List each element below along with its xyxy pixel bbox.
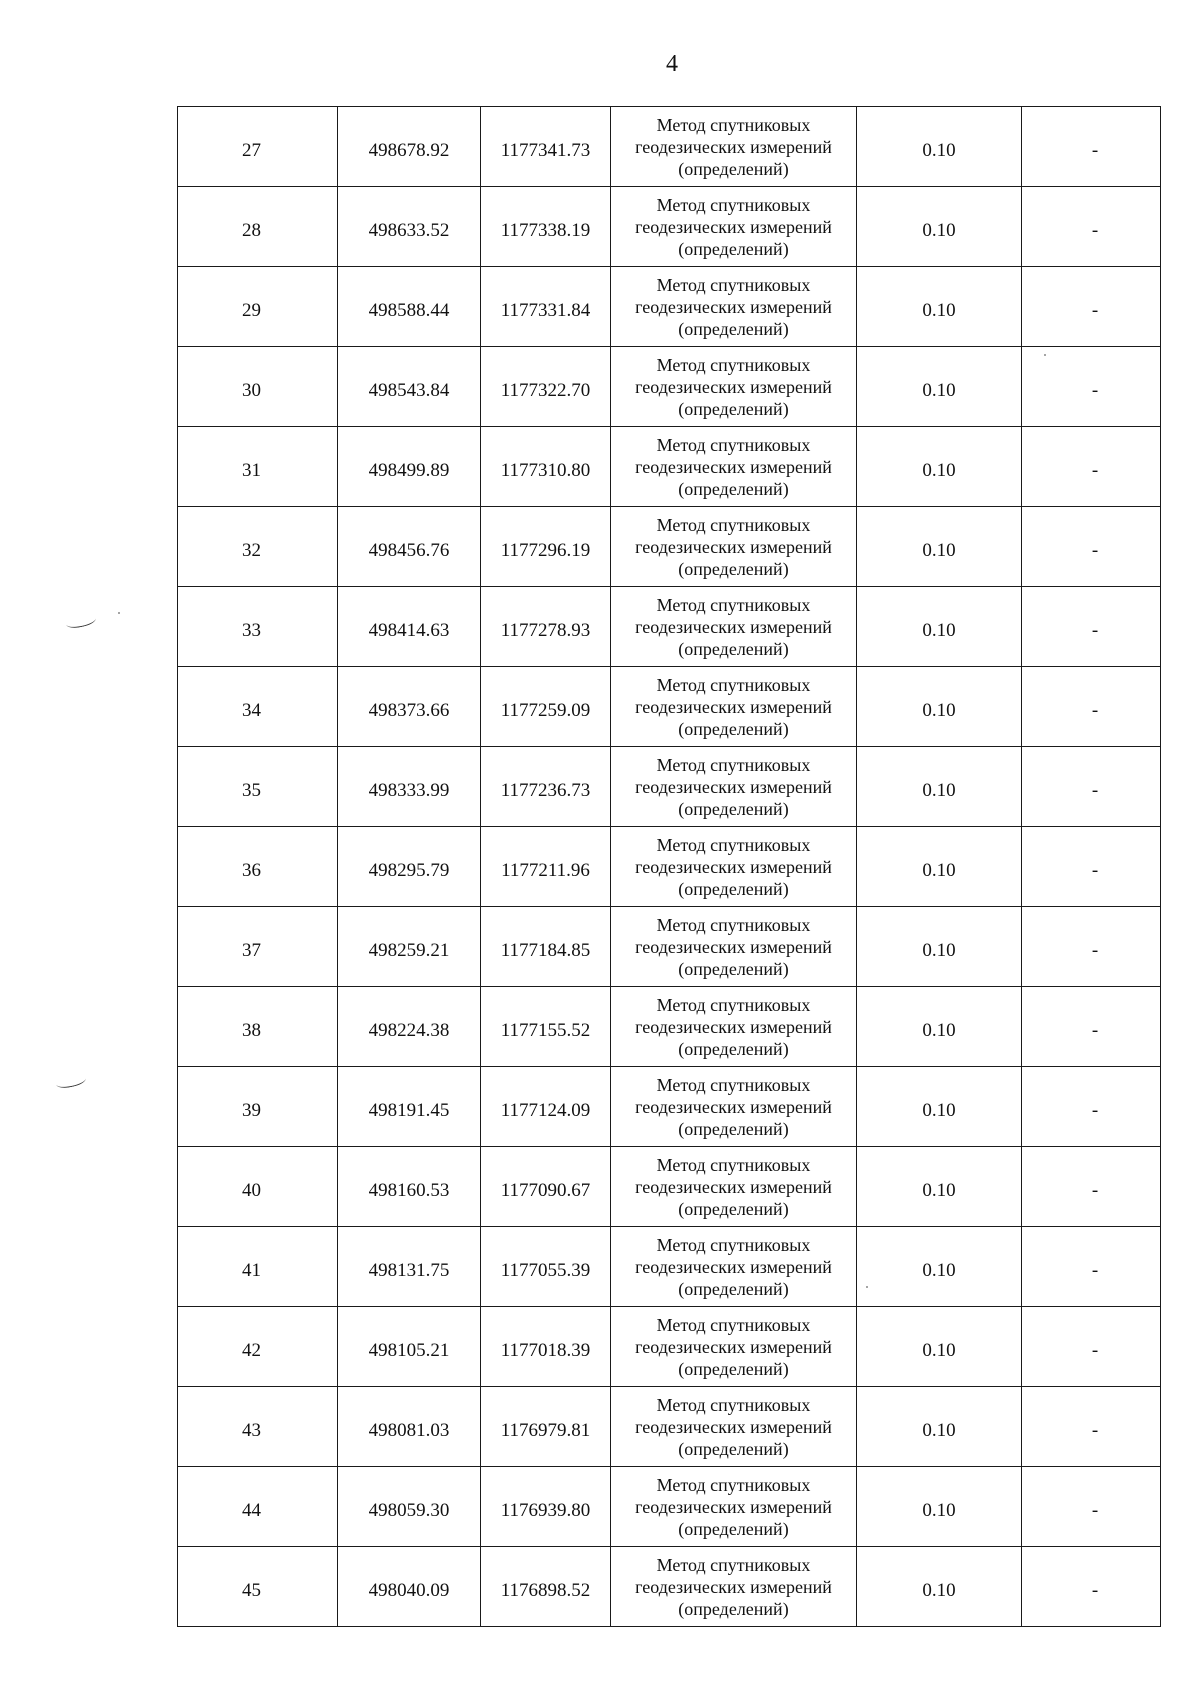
y-coordinate-cell: 1177184.85 bbox=[481, 907, 611, 987]
method-cell bbox=[611, 347, 857, 427]
method-text-line: геодезических измерений bbox=[635, 1576, 832, 1597]
method-text-line: Метод спутниковых bbox=[656, 1554, 811, 1575]
method-text-line: геодезических измерений bbox=[635, 296, 832, 317]
point-number-cell: 35 bbox=[178, 747, 338, 827]
accuracy-cell: 0.10 bbox=[857, 187, 1022, 267]
method-cell bbox=[611, 587, 857, 667]
method-cell bbox=[611, 827, 857, 907]
method-cell bbox=[611, 987, 857, 1067]
y-coordinate-cell: 1177236.73 bbox=[481, 747, 611, 827]
accuracy-cell: 0.10 bbox=[857, 827, 1022, 907]
point-number-cell: 34 bbox=[178, 667, 338, 747]
x-coordinate-cell: 498105.21 bbox=[338, 1307, 481, 1387]
method-text-line: Метод спутниковых bbox=[656, 514, 811, 535]
x-coordinate-cell: 498160.53 bbox=[338, 1147, 481, 1227]
y-coordinate-cell: 1177322.70 bbox=[481, 347, 611, 427]
x-coordinate-cell: 498295.79 bbox=[338, 827, 481, 907]
table-row bbox=[178, 1547, 1161, 1627]
x-coordinate-cell: 498543.84 bbox=[338, 347, 481, 427]
description-cell: - bbox=[1022, 1147, 1161, 1227]
method-text-line: Метод спутниковых bbox=[656, 194, 811, 215]
method-cell bbox=[611, 107, 857, 187]
y-coordinate-cell: 1177331.84 bbox=[481, 267, 611, 347]
table-row bbox=[178, 1467, 1161, 1547]
x-coordinate-cell: 498259.21 bbox=[338, 907, 481, 987]
description-cell: - bbox=[1022, 987, 1161, 1067]
point-number-cell: 38 bbox=[178, 987, 338, 1067]
method-text-line: (определений) bbox=[678, 318, 789, 339]
point-number-cell: 45 bbox=[178, 1547, 338, 1627]
method-text-line: Метод спутниковых bbox=[656, 914, 811, 935]
y-coordinate-cell: 1177278.93 bbox=[481, 587, 611, 667]
accuracy-cell: 0.10 bbox=[857, 987, 1022, 1067]
method-text-line: геодезических измерений bbox=[635, 1176, 832, 1197]
table-body bbox=[178, 107, 1161, 1627]
method-cell bbox=[611, 1307, 857, 1387]
accuracy-cell: 0.10 bbox=[857, 587, 1022, 667]
method-text-line: (определений) bbox=[678, 798, 789, 819]
y-coordinate-cell: 1176979.81 bbox=[481, 1387, 611, 1467]
description-cell: - bbox=[1022, 1547, 1161, 1627]
method-text-line: (определений) bbox=[678, 1038, 789, 1059]
method-text-line: Метод спутниковых bbox=[656, 1074, 811, 1095]
description-cell: - bbox=[1022, 1307, 1161, 1387]
method-cell bbox=[611, 427, 857, 507]
description-cell: - bbox=[1022, 427, 1161, 507]
table-row bbox=[178, 1227, 1161, 1307]
method-text-line: (определений) bbox=[678, 238, 789, 259]
description-cell: - bbox=[1022, 347, 1161, 427]
method-cell bbox=[611, 1547, 857, 1627]
method-text-line: Метод спутниковых bbox=[656, 274, 811, 295]
description-cell: - bbox=[1022, 507, 1161, 587]
scan-artifact-mark bbox=[65, 613, 97, 630]
method-cell bbox=[611, 747, 857, 827]
method-text-line: геодезических измерений bbox=[635, 216, 832, 237]
method-text-line: геодезических измерений bbox=[635, 1096, 832, 1117]
method-text-line: Метод спутниковых bbox=[656, 754, 811, 775]
method-text-line: (определений) bbox=[678, 878, 789, 899]
x-coordinate-cell: 498414.63 bbox=[338, 587, 481, 667]
x-coordinate-cell: 498678.92 bbox=[338, 107, 481, 187]
table-row bbox=[178, 1147, 1161, 1227]
table-row bbox=[178, 1307, 1161, 1387]
point-number-cell: 37 bbox=[178, 907, 338, 987]
y-coordinate-cell: 1177018.39 bbox=[481, 1307, 611, 1387]
scan-artifact-dot bbox=[118, 612, 120, 614]
method-text-line: (определений) bbox=[678, 1198, 789, 1219]
x-coordinate-cell: 498456.76 bbox=[338, 507, 481, 587]
method-cell bbox=[611, 1067, 857, 1147]
accuracy-cell: 0.10 bbox=[857, 1067, 1022, 1147]
method-cell bbox=[611, 1227, 857, 1307]
method-cell bbox=[611, 187, 857, 267]
method-text-line: (определений) bbox=[678, 1518, 789, 1539]
point-number-cell: 36 bbox=[178, 827, 338, 907]
method-text-line: геодезических измерений bbox=[635, 776, 832, 797]
accuracy-cell: 0.10 bbox=[857, 1307, 1022, 1387]
method-text-line: Метод спутниковых bbox=[656, 1394, 811, 1415]
method-text-line: (определений) bbox=[678, 558, 789, 579]
y-coordinate-cell: 1177296.19 bbox=[481, 507, 611, 587]
accuracy-cell: 0.10 bbox=[857, 267, 1022, 347]
x-coordinate-cell: 498040.09 bbox=[338, 1547, 481, 1627]
method-cell bbox=[611, 1147, 857, 1227]
table-row bbox=[178, 267, 1161, 347]
description-cell: - bbox=[1022, 1067, 1161, 1147]
point-number-cell: 32 bbox=[178, 507, 338, 587]
point-number-cell: 30 bbox=[178, 347, 338, 427]
x-coordinate-cell: 498224.38 bbox=[338, 987, 481, 1067]
point-number-cell: 33 bbox=[178, 587, 338, 667]
method-text-line: геодезических измерений bbox=[635, 1336, 832, 1357]
method-text-line: геодезических измерений bbox=[635, 936, 832, 957]
table-row bbox=[178, 427, 1161, 507]
y-coordinate-cell: 1177341.73 bbox=[481, 107, 611, 187]
method-text-line: (определений) bbox=[678, 638, 789, 659]
y-coordinate-cell: 1177155.52 bbox=[481, 987, 611, 1067]
method-cell bbox=[611, 667, 857, 747]
table-row bbox=[178, 907, 1161, 987]
y-coordinate-cell: 1176939.80 bbox=[481, 1467, 611, 1547]
method-text-line: геодезических измерений bbox=[635, 456, 832, 477]
x-coordinate-cell: 498081.03 bbox=[338, 1387, 481, 1467]
method-text-line: геодезических измерений bbox=[635, 376, 832, 397]
method-text-line: Метод спутниковых bbox=[656, 834, 811, 855]
point-number-cell: 29 bbox=[178, 267, 338, 347]
point-number-cell: 42 bbox=[178, 1307, 338, 1387]
method-text-line: геодезических измерений bbox=[635, 616, 832, 637]
description-cell: - bbox=[1022, 747, 1161, 827]
method-text-line: геодезических измерений bbox=[635, 1416, 832, 1437]
method-text-line: Метод спутниковых bbox=[656, 1474, 811, 1495]
table-row bbox=[178, 347, 1161, 427]
method-text-line: Метод спутниковых bbox=[656, 354, 811, 375]
table-row bbox=[178, 187, 1161, 267]
y-coordinate-cell: 1176898.52 bbox=[481, 1547, 611, 1627]
description-cell: - bbox=[1022, 587, 1161, 667]
description-cell: - bbox=[1022, 267, 1161, 347]
method-text-line: Метод спутниковых bbox=[656, 1234, 811, 1255]
table-row bbox=[178, 587, 1161, 667]
x-coordinate-cell: 498633.52 bbox=[338, 187, 481, 267]
accuracy-cell: 0.10 bbox=[857, 427, 1022, 507]
method-text-line: (определений) bbox=[678, 158, 789, 179]
method-text-line: геодезических измерений bbox=[635, 1256, 832, 1277]
method-text-line: (определений) bbox=[678, 718, 789, 739]
method-cell bbox=[611, 1467, 857, 1547]
accuracy-cell: 0.10 bbox=[857, 907, 1022, 987]
description-cell: - bbox=[1022, 667, 1161, 747]
accuracy-cell: 0.10 bbox=[857, 507, 1022, 587]
accuracy-cell: 0.10 bbox=[857, 1467, 1022, 1547]
accuracy-cell: 0.10 bbox=[857, 1147, 1022, 1227]
scan-artifact-dot bbox=[866, 1286, 868, 1288]
method-text-line: геодезических измерений bbox=[635, 696, 832, 717]
description-cell: - bbox=[1022, 907, 1161, 987]
x-coordinate-cell: 498333.99 bbox=[338, 747, 481, 827]
accuracy-cell: 0.10 bbox=[857, 747, 1022, 827]
point-number-cell: 40 bbox=[178, 1147, 338, 1227]
accuracy-cell: 0.10 bbox=[857, 667, 1022, 747]
x-coordinate-cell: 498588.44 bbox=[338, 267, 481, 347]
accuracy-cell: 0.10 bbox=[857, 107, 1022, 187]
table-row bbox=[178, 107, 1161, 187]
description-cell: - bbox=[1022, 827, 1161, 907]
point-number-cell: 44 bbox=[178, 1467, 338, 1547]
table-row bbox=[178, 747, 1161, 827]
table-row bbox=[178, 1387, 1161, 1467]
point-number-cell: 39 bbox=[178, 1067, 338, 1147]
method-cell bbox=[611, 1387, 857, 1467]
table-row bbox=[178, 987, 1161, 1067]
method-text-line: геодезических измерений bbox=[635, 1016, 832, 1037]
method-text-line: (определений) bbox=[678, 1438, 789, 1459]
accuracy-cell: 0.10 bbox=[857, 347, 1022, 427]
description-cell: - bbox=[1022, 187, 1161, 267]
accuracy-cell: 0.10 bbox=[857, 1387, 1022, 1467]
x-coordinate-cell: 498191.45 bbox=[338, 1067, 481, 1147]
table-row bbox=[178, 667, 1161, 747]
y-coordinate-cell: 1177338.19 bbox=[481, 187, 611, 267]
x-coordinate-cell: 498499.89 bbox=[338, 427, 481, 507]
y-coordinate-cell: 1177259.09 bbox=[481, 667, 611, 747]
description-cell: - bbox=[1022, 107, 1161, 187]
method-text-line: Метод спутниковых bbox=[656, 434, 811, 455]
method-text-line: (определений) bbox=[678, 1358, 789, 1379]
accuracy-cell: 0.10 bbox=[857, 1547, 1022, 1627]
accuracy-cell: 0.10 bbox=[857, 1227, 1022, 1307]
x-coordinate-cell: 498059.30 bbox=[338, 1467, 481, 1547]
method-text-line: (определений) bbox=[678, 1118, 789, 1139]
table-row bbox=[178, 827, 1161, 907]
point-number-cell: 27 bbox=[178, 107, 338, 187]
y-coordinate-cell: 1177090.67 bbox=[481, 1147, 611, 1227]
method-text-line: геодезических измерений bbox=[635, 1496, 832, 1517]
table-row bbox=[178, 1067, 1161, 1147]
scan-artifact-mark bbox=[55, 1073, 87, 1090]
y-coordinate-cell: 1177124.09 bbox=[481, 1067, 611, 1147]
description-cell: - bbox=[1022, 1467, 1161, 1547]
point-number-cell: 31 bbox=[178, 427, 338, 507]
y-coordinate-cell: 1177310.80 bbox=[481, 427, 611, 507]
point-number-cell: 43 bbox=[178, 1387, 338, 1467]
page-number: 4 bbox=[666, 51, 678, 77]
table-row bbox=[178, 507, 1161, 587]
method-text-line: (определений) bbox=[678, 1278, 789, 1299]
method-text-line: геодезических измерений bbox=[635, 136, 832, 157]
method-text-line: геодезических измерений bbox=[635, 536, 832, 557]
method-text-line: Метод спутниковых bbox=[656, 1154, 811, 1175]
method-text-line: Метод спутниковых bbox=[656, 1314, 811, 1335]
point-number-cell: 41 bbox=[178, 1227, 338, 1307]
y-coordinate-cell: 1177055.39 bbox=[481, 1227, 611, 1307]
method-text-line: (определений) bbox=[678, 958, 789, 979]
y-coordinate-cell: 1177211.96 bbox=[481, 827, 611, 907]
description-cell: - bbox=[1022, 1387, 1161, 1467]
coordinates-table bbox=[177, 106, 1161, 1627]
method-cell bbox=[611, 267, 857, 347]
point-number-cell: 28 bbox=[178, 187, 338, 267]
method-text-line: (определений) bbox=[678, 478, 789, 499]
method-text-line: геодезических измерений bbox=[635, 856, 832, 877]
method-text-line: Метод спутниковых bbox=[656, 674, 811, 695]
method-text-line: Метод спутниковых bbox=[656, 114, 811, 135]
x-coordinate-cell: 498373.66 bbox=[338, 667, 481, 747]
method-text-line: (определений) bbox=[678, 1598, 789, 1619]
description-cell: - bbox=[1022, 1227, 1161, 1307]
method-text-line: (определений) bbox=[678, 398, 789, 419]
method-cell bbox=[611, 907, 857, 987]
scan-artifact-dot bbox=[1044, 354, 1046, 356]
method-text-line: Метод спутниковых bbox=[656, 594, 811, 615]
method-text-line: Метод спутниковых bbox=[656, 994, 811, 1015]
x-coordinate-cell: 498131.75 bbox=[338, 1227, 481, 1307]
method-cell bbox=[611, 507, 857, 587]
